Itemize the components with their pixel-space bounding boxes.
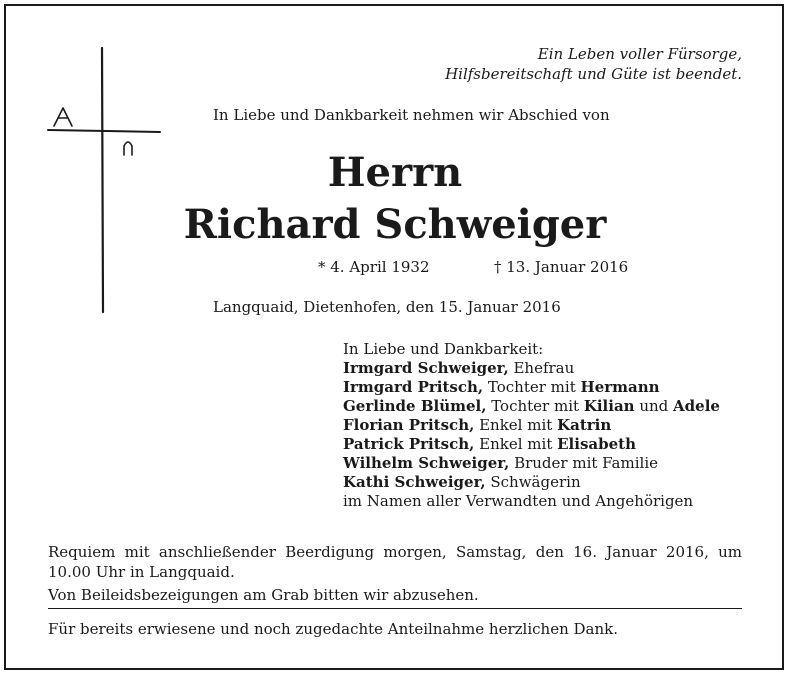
mourners-block xyxy=(343,340,720,511)
mourner-name: Kilian xyxy=(583,397,635,415)
final-thanks: Für bereits erwiesene und noch zugedachte Anteilnahme herzlichen Dank. xyxy=(48,620,618,638)
mourner-name: Elisabeth xyxy=(557,435,636,453)
death-date: † 13. Januar 2016 xyxy=(494,258,629,276)
mourner-name: Irmgard Pritsch, xyxy=(343,378,484,396)
mourner-relation: Ehefrau xyxy=(508,359,575,377)
mourner-relation: Schwägerin xyxy=(485,473,581,491)
mourner-relation: Bruder mit Familie xyxy=(509,454,658,472)
mourner-row xyxy=(343,416,720,435)
mourner-relation: Tochter mit xyxy=(486,397,584,415)
mourner-name: Florian Pritsch, xyxy=(343,416,475,434)
mourner-relation: und xyxy=(634,397,674,415)
mourner-row xyxy=(343,473,720,492)
intro-line: In Liebe und Dankbarkeit nehmen wir Abschied von xyxy=(213,106,610,124)
motto-line-2: Hilfsbereitschaft und Güte ist beendet. xyxy=(445,65,742,83)
mourner-row xyxy=(343,435,720,454)
mourner-row xyxy=(343,378,720,397)
mourner-name: Gerlinde Blümel, xyxy=(343,397,487,415)
mourner-row xyxy=(343,359,720,378)
mourner-name: Wilhelm Schweiger, xyxy=(343,454,510,472)
birth-date: * 4. April 1932 xyxy=(318,258,430,276)
thanks-heading: In Liebe und Dankbarkeit: xyxy=(343,340,544,358)
mourner-name: Kathi Schweiger, xyxy=(343,473,486,491)
mourner-name: Adele xyxy=(673,397,720,415)
mourner-relation: im Namen aller Verwandten und Angehörigen xyxy=(343,492,694,510)
mourner-relation: Tochter mit xyxy=(483,378,581,396)
salutation: Herrn xyxy=(327,149,463,196)
mourner-row xyxy=(343,492,720,511)
mourner-name: Irmgard Schweiger, xyxy=(343,359,509,377)
mourner-relation: Enkel mit xyxy=(474,435,558,453)
mourner-name: Hermann xyxy=(580,378,660,396)
mourner-relation: Enkel mit xyxy=(474,416,558,434)
mourner-name: Patrick Pritsch, xyxy=(343,435,475,453)
motto xyxy=(445,44,742,84)
deceased-name: Richard Schweiger xyxy=(183,201,607,248)
place-date-line: Langquaid, Dietenhofen, den 15. Januar 2016 xyxy=(213,298,561,316)
divider xyxy=(48,608,742,609)
requiem-notice: Requiem mit anschließender Beerdigung morgen, Samstag, den 16. Januar 2016, um 10.00 Uhr in Langquaid. xyxy=(48,543,742,581)
condolence-notice: Von Beileidsbezeigungen am Grab bitten wir abzusehen. xyxy=(48,586,479,604)
mourner-row xyxy=(343,454,720,473)
mourner-row xyxy=(343,397,720,416)
motto-line-1: Ein Leben voller Fürsorge, xyxy=(537,45,742,63)
mourner-name: Katrin xyxy=(557,416,612,434)
mourners-list xyxy=(343,359,720,511)
